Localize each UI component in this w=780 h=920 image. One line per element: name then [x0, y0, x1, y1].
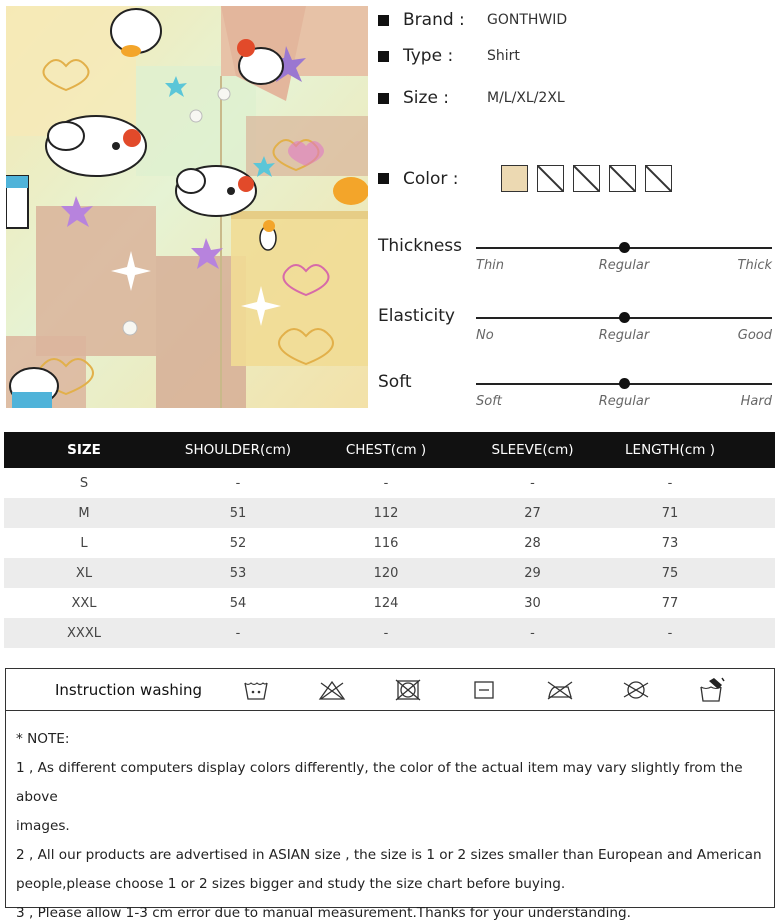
- table-cell: XXXL: [67, 625, 101, 641]
- strike-line: [645, 165, 672, 192]
- header-length: LENGTH(cm ): [625, 442, 715, 458]
- dog-character-2: [176, 166, 256, 216]
- no-tumble-dry-icon: [394, 678, 422, 702]
- table-cell: -: [235, 625, 241, 641]
- size-value: M/L/XL/2XL: [487, 90, 565, 106]
- color-swatch-unavailable[interactable]: [609, 165, 636, 192]
- scale-soft: [378, 372, 772, 412]
- scale-marker: [619, 242, 630, 253]
- type-value: Shirt: [487, 48, 520, 64]
- note-3: 3 , Please allow 1-3 cm error due to manual measurement.Thanks for your understanding.: [16, 905, 631, 920]
- scale-elasticity: [378, 306, 772, 346]
- size-label: Size :: [403, 88, 450, 108]
- no-dry-clean-icon: [622, 678, 650, 702]
- table-cell: -: [235, 475, 241, 491]
- color-swatches: [501, 165, 681, 192]
- scale-thickness: [378, 236, 772, 276]
- table-row: [4, 528, 775, 558]
- flat-dry-icon: [470, 678, 498, 702]
- note-1-cont: images.: [16, 818, 70, 834]
- color-row: [378, 165, 681, 192]
- scale-tick-label: Regular: [598, 328, 650, 343]
- size-table-header: [4, 432, 775, 468]
- table-cell: 77: [661, 595, 679, 611]
- header-chest: CHEST(cm ): [345, 442, 427, 458]
- note-1: 1 , As different computers display colors differently, the color of the actual item may vary slightly from the above: [16, 760, 743, 805]
- scale-tick-label: Regular: [598, 258, 650, 273]
- scale-title: Thickness: [378, 236, 463, 256]
- type-row: [378, 46, 520, 66]
- table-row: [4, 618, 775, 648]
- washing-title: Instruction washing: [55, 680, 203, 699]
- type-label: Type :: [403, 46, 454, 66]
- table-cell: 75: [661, 565, 679, 581]
- scale-marker: [619, 378, 630, 389]
- bullet-square-icon: [378, 15, 389, 26]
- no-iron-icon: [546, 678, 574, 702]
- strike-line: [573, 165, 600, 192]
- table-cell: 28: [524, 535, 541, 551]
- table-cell: 52: [229, 535, 247, 551]
- brand-value: GONTHWID: [487, 12, 568, 28]
- scale-tick-label: Hard: [740, 394, 772, 409]
- hand-wring-icon: [698, 678, 726, 702]
- table-cell: 112: [373, 505, 399, 521]
- table-cell: 53: [229, 565, 247, 581]
- strike-line: [609, 165, 636, 192]
- table-cell: -: [530, 625, 535, 641]
- shirt-print-illustration: [6, 6, 368, 408]
- bullet-square-icon: [378, 173, 389, 184]
- scale-tick-label: Regular: [598, 394, 650, 409]
- scale-tick-label: Thin: [476, 258, 505, 273]
- header-shoulder: SHOULDER(cm): [184, 442, 292, 458]
- table-cell: -: [530, 475, 535, 491]
- color-swatch-unavailable[interactable]: [573, 165, 600, 192]
- table-cell: 27: [524, 505, 541, 521]
- washing-row: [6, 669, 774, 711]
- table-cell: -: [383, 475, 389, 491]
- table-cell: 51: [229, 505, 247, 521]
- table-cell: 54: [229, 595, 247, 611]
- table-cell: -: [383, 625, 389, 641]
- scale-title: Soft: [378, 372, 412, 392]
- table-cell: M: [78, 505, 90, 521]
- table-cell: -: [667, 625, 673, 641]
- table-cell: 73: [661, 535, 679, 551]
- scale-tick-label: Soft: [476, 394, 502, 409]
- instructions-box: [5, 668, 775, 920]
- table-row: [4, 558, 775, 588]
- table-cell: XXL: [71, 595, 97, 611]
- product-photo: [6, 6, 368, 408]
- scale-marker: [619, 312, 630, 323]
- notes: [6, 711, 774, 920]
- table-cell: 120: [373, 565, 399, 581]
- no-bleach-icon: [318, 678, 346, 702]
- dog-character: [46, 116, 146, 176]
- scale-tick-label: Good: [737, 328, 772, 343]
- color-swatch-unavailable[interactable]: [537, 165, 564, 192]
- washing-icons: [242, 678, 774, 702]
- hand-wash-icon: [242, 678, 270, 702]
- size-row: [378, 88, 565, 108]
- table-cell: S: [79, 475, 89, 491]
- bullet-square-icon: [378, 93, 389, 104]
- scale-tick-label: Thick: [737, 258, 772, 273]
- color-swatch-beige[interactable]: [501, 165, 528, 192]
- table-cell: 30: [524, 595, 541, 611]
- note-2: 2 , All our products are advertised in ASIAN size , the size is 1 or 2 sizes smaller than European and American: [16, 847, 762, 863]
- table-cell: L: [80, 535, 88, 551]
- table-cell: XL: [75, 565, 93, 581]
- note-2-cont: people,please choose 1 or 2 sizes bigger and study the size chart before buying.: [16, 876, 566, 892]
- table-cell: 29: [524, 565, 541, 581]
- scale-tick-label: No: [476, 328, 494, 343]
- color-swatch-unavailable[interactable]: [645, 165, 672, 192]
- size-table: [4, 432, 775, 648]
- table-cell: 116: [373, 535, 399, 551]
- table-cell: -: [667, 475, 673, 491]
- header-size: SIZE: [67, 442, 101, 458]
- note-heading: * NOTE:: [16, 731, 70, 747]
- strike-line: [537, 165, 564, 192]
- table-cell: 124: [373, 595, 399, 611]
- color-label: Color :: [403, 168, 459, 189]
- bullet-square-icon: [378, 51, 389, 62]
- table-cell: 71: [661, 505, 679, 521]
- table-row: [4, 468, 775, 498]
- header-sleeve: SLEEVE(cm): [491, 442, 574, 458]
- brand-row: [378, 10, 567, 30]
- table-row: [4, 498, 775, 528]
- scale-title: Elasticity: [378, 306, 455, 326]
- table-row: [4, 588, 775, 618]
- brand-label: Brand :: [403, 10, 465, 30]
